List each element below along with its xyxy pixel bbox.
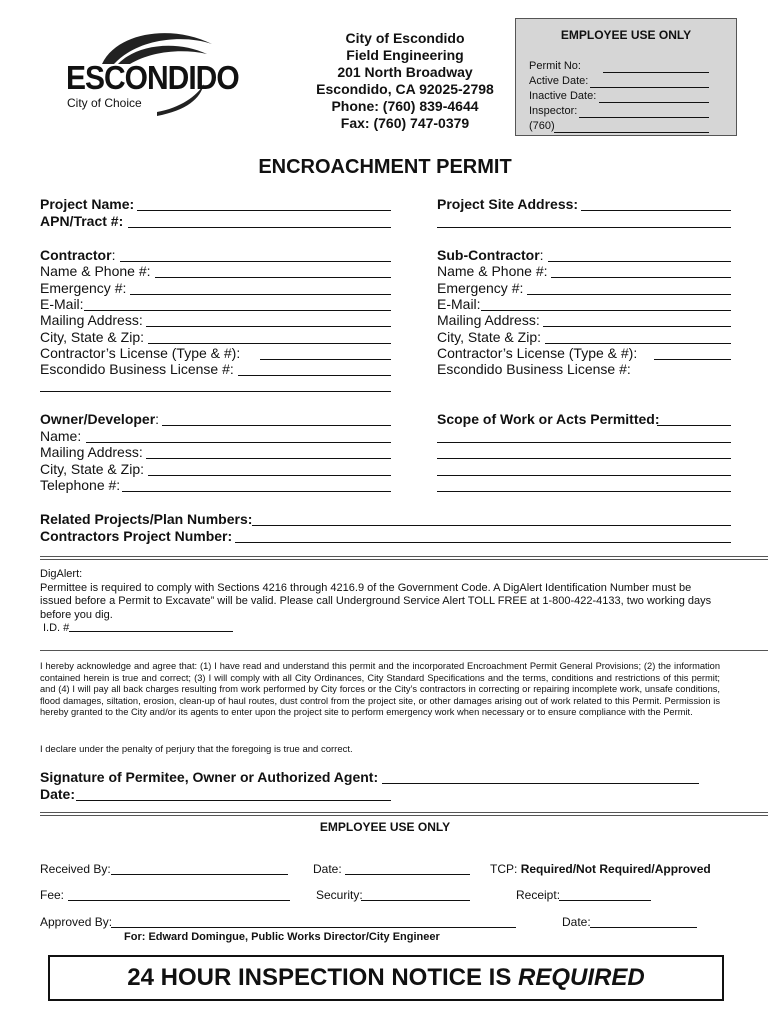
sub-name-phone-label: Name & Phone #: [437,263,548,279]
inspection-notice [48,955,724,1001]
contractor-business-license-field[interactable] [238,375,391,376]
permit-number-label: Permit No: [529,60,581,72]
signature-date-label: Date: [40,786,76,802]
fee-label: Fee: [40,888,65,902]
scope-of-work-label: Scope of Work or Acts Permitted: [437,411,660,427]
inactive-date-label: Inactive Date: [529,90,597,102]
inspector-phone-label: (760) [529,120,555,132]
owner-city-field[interactable] [148,475,391,476]
office-use-title: EMPLOYEE USE ONLY [319,820,451,834]
scope-line-4[interactable] [437,475,731,476]
sub-business-license-label: Escondido Business License #: [437,361,631,377]
contractor-emergency-field[interactable] [130,294,391,295]
active-date-field[interactable] [590,87,709,88]
received-date-label: Date: [313,862,342,876]
perjury-declaration: I declare under the penalty of perjury that the foregoing is true and correct. [40,744,353,755]
security-label: Security: [316,888,363,902]
contractor-mailing-label: Mailing Address: [40,312,143,328]
receipt-field[interactable] [559,900,651,901]
sub-emergency-label: Emergency #: [437,280,524,296]
project-site-address-field[interactable] [581,210,731,211]
contractors-project-number-field[interactable] [235,542,731,543]
fee-field[interactable] [68,900,290,901]
acknowledgement-text: I hereby acknowledge and agree that: (1) I have read and understand this permit and the incorporated Encroachment Permit General Provisions; (2) the information contained herein is true and correct; (3) I will comply with all City Ordinances, City Standard Specifications and the terms, conditions and restrictions of this permit; and (4) I will pay all back charges resulting from work performed by City forces or the City’s contractors in correcting or repairing incomplete work, unsafe conditions, flood damages, siltation, erosion, clean-up of haul routes, dust control from the project site, or other damages arising out of work related to this Permit. Permission is hereby granted to the City and/or its agents to enter upon the project site to perform emergency work when necessary or to ensure compliance with the Permit. [40,661,720,718]
sub-mailing-label: Mailing Address: [437,312,540,328]
apn-tract-label: APN/Tract #: [40,213,124,229]
project-site-address-field-2[interactable] [437,227,731,228]
received-date-field[interactable] [345,874,470,875]
approved-by-label: Approved By: [40,915,113,929]
sub-city-label: City, State & Zip: [437,329,541,345]
approved-by-field[interactable] [111,927,516,928]
header-line: 201 North Broadway [337,64,473,80]
owner-mailing-label: Mailing Address: [40,444,143,460]
approved-date-label: Date: [562,915,591,929]
subcontractor-label: Sub-Contractor: [437,247,544,263]
escondido-logo [62,24,242,116]
scope-line-2[interactable] [437,442,731,443]
section-divider [40,812,768,816]
scope-of-work-field[interactable] [657,425,731,426]
subcontractor-field[interactable] [548,261,731,262]
inspector-phone-field[interactable] [554,132,709,133]
inspection-notice-text: 24 HOUR INSPECTION NOTICE IS [127,964,512,991]
contractor-email-field[interactable] [84,310,391,311]
approver-name: For: Edward Domingue, Public Works Director/City Engineer [124,931,440,943]
section-divider [40,650,768,652]
owner-name-field[interactable] [86,442,391,443]
sub-emergency-field[interactable] [527,294,731,295]
owner-telephone-label: Telephone #: [40,477,121,493]
active-date-label: Active Date: [529,75,589,87]
received-by-label: Received By: [40,862,111,876]
sub-name-phone-field[interactable] [551,277,731,278]
related-projects-label: Related Projects/Plan Numbers: [40,511,253,527]
owner-developer-label: Owner/Developer: [40,411,160,427]
header-line: Fax: (760) 747-0379 [340,115,470,131]
approved-date-field[interactable] [590,927,697,928]
sub-email-label: E-Mail: [437,296,481,312]
inspector-field[interactable] [579,117,709,118]
logo-tagline: City of Choice [67,96,142,110]
inactive-date-field[interactable] [599,102,709,103]
project-name-label: Project Name: [40,196,135,212]
signature-field[interactable] [382,783,699,784]
receipt-label: Receipt: [516,888,561,902]
scope-line-5[interactable] [437,491,731,492]
sub-license-label: Contractor’s License (Type & #): [437,345,638,361]
contractor-label: Contractor: [40,247,116,263]
received-by-field[interactable] [111,874,288,875]
employee-box-title: EMPLOYEE USE ONLY [560,28,692,42]
owner-city-label: City, State & Zip: [40,461,144,477]
related-projects-field[interactable] [252,525,731,526]
digalert-title: DigAlert: [40,568,83,580]
digalert-id-label: I.D. # [40,622,720,636]
header-line: Field Engineering [346,47,464,63]
city-address-block [300,30,510,132]
digalert-section [40,568,720,636]
contractor-city-field[interactable] [148,343,391,344]
sub-city-field[interactable] [545,343,731,344]
contractor-emergency-label: Emergency #: [40,280,127,296]
sub-email-field[interactable] [481,310,731,311]
contractor-license-label: Contractor’s License (Type & #): [40,345,241,361]
inspector-label: Inspector: [529,105,578,117]
sub-license-field[interactable] [654,359,731,360]
tcp-label: TCP: Required/Not Required/Approved [490,862,711,876]
signature-label: Signature of Permitee, Owner or Authorized Agent: [40,769,379,785]
contractor-email-label: E-Mail: [40,296,84,312]
contractors-project-number-label: Contractors Project Number: [40,528,233,544]
permit-number-field[interactable] [603,72,709,73]
digalert-id-field[interactable] [69,631,233,632]
contractor-business-license-label: Escondido Business License #: [40,361,234,377]
owner-name-label: Name: [40,428,82,444]
page-title: ENCROACHMENT PERMIT [258,156,512,178]
inspection-notice-emphasis: REQUIRED [518,964,645,991]
header-line: City of Escondido [345,30,465,46]
security-field[interactable] [361,900,470,901]
owner-telephone-field[interactable] [122,491,391,492]
contractor-license-field[interactable] [260,359,391,360]
owner-developer-field[interactable] [162,425,391,426]
contractor-extra-field[interactable] [40,391,391,392]
contractor-city-label: City, State & Zip: [40,329,144,345]
contractor-name-phone-label: Name & Phone #: [40,263,151,279]
logo-wordmark: ESCONDIDO [66,60,239,97]
signature-date-field[interactable] [76,800,391,801]
project-site-address-label: Project Site Address: [437,196,579,212]
digalert-text: Permittee is required to comply with Sections 4216 through 4216.9 of the Government Code. A DigAlert Identification Number must be issued before a Permit to Excavate” will be valid. Please call Underground Service Alert TOLL FREE at 1-800-422-4133, two working days before you dig. [40,581,712,621]
apn-tract-field[interactable] [128,227,391,228]
project-name-field[interactable] [137,210,391,211]
sub-mailing-field[interactable] [543,326,731,327]
contractor-mailing-field[interactable] [146,326,391,327]
contractor-name-phone-field[interactable] [155,277,391,278]
contractor-field[interactable] [120,261,391,262]
owner-mailing-field[interactable] [146,458,391,459]
employee-use-box [515,18,737,136]
header-line: Phone: (760) 839-4644 [331,98,479,114]
header-line: Escondido, CA 92025-2798 [316,81,494,97]
scope-line-3[interactable] [437,458,731,459]
section-divider [40,556,768,560]
